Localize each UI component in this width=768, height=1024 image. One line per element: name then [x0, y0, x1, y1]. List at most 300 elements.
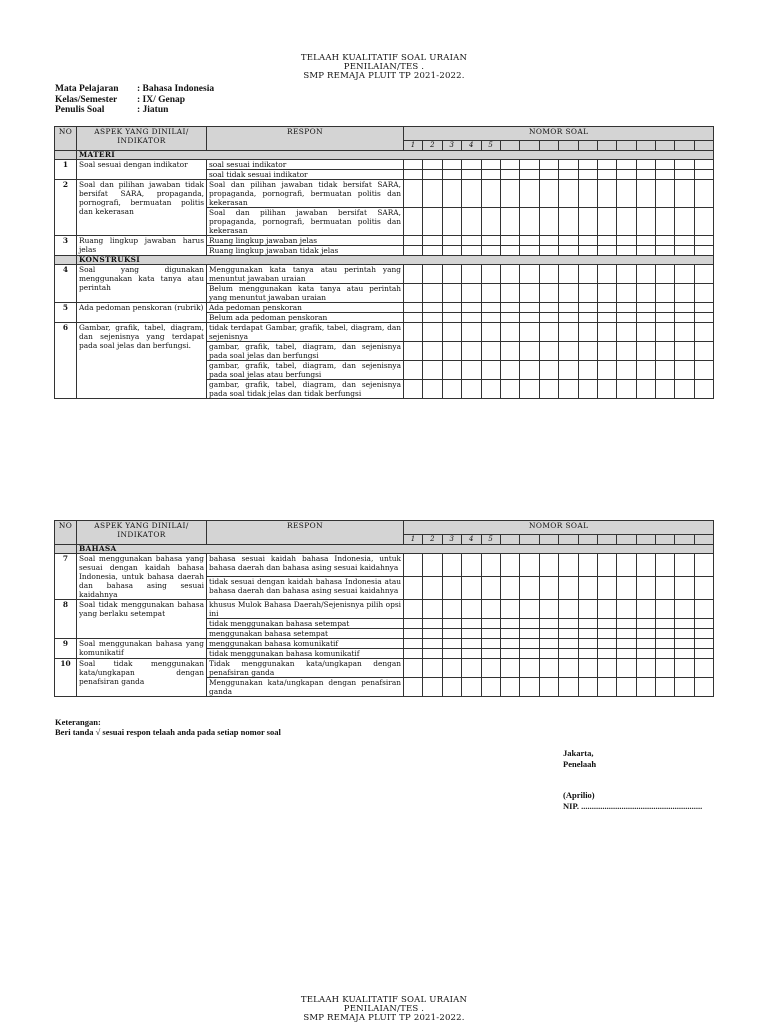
check-cell[interactable] — [442, 313, 461, 323]
check-cell[interactable] — [617, 639, 636, 649]
check-cell[interactable] — [539, 265, 558, 284]
check-cell[interactable] — [481, 649, 500, 659]
check-cell[interactable] — [617, 236, 636, 246]
check-cell[interactable] — [520, 342, 539, 361]
check-cell[interactable] — [500, 246, 519, 256]
check-cell[interactable] — [578, 170, 597, 180]
check-cell[interactable] — [617, 380, 636, 399]
check-cell[interactable] — [539, 678, 558, 697]
check-cell[interactable] — [694, 303, 714, 313]
check-cell[interactable] — [656, 180, 675, 208]
check-cell[interactable] — [559, 678, 578, 697]
check-cell[interactable] — [462, 554, 481, 577]
check-cell[interactable] — [423, 265, 442, 284]
check-cell[interactable] — [423, 246, 442, 256]
check-cell[interactable] — [636, 577, 655, 600]
check-cell[interactable] — [481, 303, 500, 313]
check-cell[interactable] — [423, 323, 442, 342]
check-cell[interactable] — [462, 342, 481, 361]
check-cell[interactable] — [656, 649, 675, 659]
check-cell[interactable] — [675, 170, 694, 180]
check-cell[interactable] — [539, 649, 558, 659]
check-cell[interactable] — [656, 554, 675, 577]
check-cell[interactable] — [404, 678, 423, 697]
check-cell[interactable] — [578, 380, 597, 399]
check-cell[interactable] — [462, 284, 481, 303]
check-cell[interactable] — [520, 208, 539, 236]
check-cell[interactable] — [656, 313, 675, 323]
check-cell[interactable] — [442, 639, 461, 649]
check-cell[interactable] — [656, 600, 675, 619]
check-cell[interactable] — [636, 265, 655, 284]
check-cell[interactable] — [481, 236, 500, 246]
check-cell[interactable] — [462, 619, 481, 629]
check-cell[interactable] — [404, 342, 423, 361]
check-cell[interactable] — [636, 659, 655, 678]
check-cell[interactable] — [520, 659, 539, 678]
check-cell[interactable] — [675, 313, 694, 323]
check-cell[interactable] — [694, 170, 714, 180]
check-cell[interactable] — [404, 380, 423, 399]
check-cell[interactable] — [520, 577, 539, 600]
check-cell[interactable] — [597, 160, 616, 170]
check-cell[interactable] — [442, 284, 461, 303]
check-cell[interactable] — [539, 361, 558, 380]
check-cell[interactable] — [442, 554, 461, 577]
check-cell[interactable] — [500, 619, 519, 629]
check-cell[interactable] — [539, 380, 558, 399]
check-cell[interactable] — [656, 265, 675, 284]
check-cell[interactable] — [423, 303, 442, 313]
check-cell[interactable] — [559, 208, 578, 236]
check-cell[interactable] — [597, 649, 616, 659]
check-cell[interactable] — [675, 323, 694, 342]
check-cell[interactable] — [675, 180, 694, 208]
check-cell[interactable] — [404, 619, 423, 629]
check-cell[interactable] — [539, 629, 558, 639]
check-cell[interactable] — [423, 678, 442, 697]
check-cell[interactable] — [500, 629, 519, 639]
check-cell[interactable] — [481, 265, 500, 284]
check-cell[interactable] — [462, 678, 481, 697]
check-cell[interactable] — [404, 208, 423, 236]
check-cell[interactable] — [481, 678, 500, 697]
check-cell[interactable] — [481, 577, 500, 600]
check-cell[interactable] — [500, 265, 519, 284]
check-cell[interactable] — [559, 600, 578, 619]
check-cell[interactable] — [539, 619, 558, 629]
check-cell[interactable] — [442, 380, 461, 399]
check-cell[interactable] — [656, 678, 675, 697]
check-cell[interactable] — [578, 313, 597, 323]
check-cell[interactable] — [423, 600, 442, 619]
check-cell[interactable] — [694, 160, 714, 170]
check-cell[interactable] — [559, 323, 578, 342]
check-cell[interactable] — [656, 246, 675, 256]
check-cell[interactable] — [617, 303, 636, 313]
check-cell[interactable] — [675, 160, 694, 170]
check-cell[interactable] — [675, 659, 694, 678]
check-cell[interactable] — [539, 577, 558, 600]
check-cell[interactable] — [656, 160, 675, 170]
check-cell[interactable] — [636, 649, 655, 659]
check-cell[interactable] — [481, 246, 500, 256]
check-cell[interactable] — [636, 313, 655, 323]
check-cell[interactable] — [404, 170, 423, 180]
check-cell[interactable] — [423, 380, 442, 399]
check-cell[interactable] — [423, 629, 442, 639]
check-cell[interactable] — [500, 678, 519, 697]
check-cell[interactable] — [559, 554, 578, 577]
check-cell[interactable] — [675, 629, 694, 639]
check-cell[interactable] — [597, 170, 616, 180]
check-cell[interactable] — [597, 303, 616, 313]
check-cell[interactable] — [442, 160, 461, 170]
check-cell[interactable] — [656, 170, 675, 180]
check-cell[interactable] — [617, 600, 636, 619]
check-cell[interactable] — [442, 246, 461, 256]
check-cell[interactable] — [675, 554, 694, 577]
check-cell[interactable] — [500, 342, 519, 361]
check-cell[interactable] — [539, 600, 558, 619]
check-cell[interactable] — [694, 659, 714, 678]
check-cell[interactable] — [442, 361, 461, 380]
check-cell[interactable] — [520, 629, 539, 639]
check-cell[interactable] — [636, 678, 655, 697]
check-cell[interactable] — [578, 577, 597, 600]
check-cell[interactable] — [539, 342, 558, 361]
check-cell[interactable] — [636, 619, 655, 629]
check-cell[interactable] — [675, 246, 694, 256]
check-cell[interactable] — [539, 180, 558, 208]
check-cell[interactable] — [500, 639, 519, 649]
check-cell[interactable] — [462, 303, 481, 313]
check-cell[interactable] — [656, 639, 675, 649]
check-cell[interactable] — [500, 284, 519, 303]
check-cell[interactable] — [404, 313, 423, 323]
check-cell[interactable] — [500, 208, 519, 236]
check-cell[interactable] — [404, 265, 423, 284]
check-cell[interactable] — [462, 380, 481, 399]
check-cell[interactable] — [578, 678, 597, 697]
check-cell[interactable] — [442, 208, 461, 236]
check-cell[interactable] — [500, 303, 519, 313]
check-cell[interactable] — [423, 659, 442, 678]
check-cell[interactable] — [597, 380, 616, 399]
check-cell[interactable] — [656, 208, 675, 236]
check-cell[interactable] — [442, 180, 461, 208]
check-cell[interactable] — [404, 554, 423, 577]
check-cell[interactable] — [404, 600, 423, 619]
check-cell[interactable] — [578, 342, 597, 361]
check-cell[interactable] — [462, 170, 481, 180]
check-cell[interactable] — [404, 236, 423, 246]
check-cell[interactable] — [423, 170, 442, 180]
check-cell[interactable] — [500, 160, 519, 170]
check-cell[interactable] — [520, 600, 539, 619]
check-cell[interactable] — [656, 577, 675, 600]
check-cell[interactable] — [423, 284, 442, 303]
check-cell[interactable] — [539, 284, 558, 303]
check-cell[interactable] — [597, 361, 616, 380]
check-cell[interactable] — [481, 600, 500, 619]
check-cell[interactable] — [539, 170, 558, 180]
check-cell[interactable] — [404, 577, 423, 600]
check-cell[interactable] — [539, 659, 558, 678]
check-cell[interactable] — [404, 323, 423, 342]
check-cell[interactable] — [675, 619, 694, 629]
check-cell[interactable] — [597, 342, 616, 361]
check-cell[interactable] — [656, 323, 675, 342]
check-cell[interactable] — [404, 180, 423, 208]
check-cell[interactable] — [423, 649, 442, 659]
check-cell[interactable] — [520, 554, 539, 577]
check-cell[interactable] — [675, 265, 694, 284]
check-cell[interactable] — [462, 659, 481, 678]
check-cell[interactable] — [656, 380, 675, 399]
check-cell[interactable] — [404, 160, 423, 170]
check-cell[interactable] — [500, 554, 519, 577]
check-cell[interactable] — [694, 380, 714, 399]
check-cell[interactable] — [559, 265, 578, 284]
check-cell[interactable] — [694, 323, 714, 342]
check-cell[interactable] — [423, 160, 442, 170]
check-cell[interactable] — [617, 342, 636, 361]
check-cell[interactable] — [694, 678, 714, 697]
check-cell[interactable] — [462, 265, 481, 284]
check-cell[interactable] — [578, 265, 597, 284]
check-cell[interactable] — [462, 649, 481, 659]
check-cell[interactable] — [578, 554, 597, 577]
check-cell[interactable] — [520, 246, 539, 256]
check-cell[interactable] — [694, 600, 714, 619]
check-cell[interactable] — [578, 639, 597, 649]
check-cell[interactable] — [675, 284, 694, 303]
check-cell[interactable] — [481, 380, 500, 399]
check-cell[interactable] — [500, 180, 519, 208]
check-cell[interactable] — [559, 170, 578, 180]
check-cell[interactable] — [559, 639, 578, 649]
check-cell[interactable] — [597, 600, 616, 619]
check-cell[interactable] — [694, 236, 714, 246]
check-cell[interactable] — [694, 649, 714, 659]
check-cell[interactable] — [578, 649, 597, 659]
check-cell[interactable] — [694, 284, 714, 303]
check-cell[interactable] — [404, 246, 423, 256]
check-cell[interactable] — [578, 323, 597, 342]
check-cell[interactable] — [597, 180, 616, 208]
check-cell[interactable] — [500, 600, 519, 619]
check-cell[interactable] — [462, 629, 481, 639]
check-cell[interactable] — [520, 313, 539, 323]
check-cell[interactable] — [617, 619, 636, 629]
check-cell[interactable] — [462, 208, 481, 236]
check-cell[interactable] — [539, 639, 558, 649]
check-cell[interactable] — [675, 303, 694, 313]
check-cell[interactable] — [578, 284, 597, 303]
check-cell[interactable] — [578, 303, 597, 313]
check-cell[interactable] — [636, 170, 655, 180]
check-cell[interactable] — [597, 284, 616, 303]
check-cell[interactable] — [462, 160, 481, 170]
check-cell[interactable] — [656, 342, 675, 361]
check-cell[interactable] — [423, 180, 442, 208]
check-cell[interactable] — [675, 380, 694, 399]
check-cell[interactable] — [462, 323, 481, 342]
check-cell[interactable] — [423, 313, 442, 323]
check-cell[interactable] — [520, 361, 539, 380]
check-cell[interactable] — [694, 577, 714, 600]
check-cell[interactable] — [636, 629, 655, 639]
check-cell[interactable] — [481, 639, 500, 649]
check-cell[interactable] — [481, 361, 500, 380]
check-cell[interactable] — [559, 160, 578, 170]
check-cell[interactable] — [636, 554, 655, 577]
check-cell[interactable] — [481, 208, 500, 236]
check-cell[interactable] — [442, 619, 461, 629]
check-cell[interactable] — [597, 678, 616, 697]
check-cell[interactable] — [559, 236, 578, 246]
check-cell[interactable] — [442, 236, 461, 246]
check-cell[interactable] — [442, 659, 461, 678]
check-cell[interactable] — [442, 678, 461, 697]
check-cell[interactable] — [404, 639, 423, 649]
check-cell[interactable] — [597, 323, 616, 342]
check-cell[interactable] — [442, 649, 461, 659]
check-cell[interactable] — [656, 659, 675, 678]
check-cell[interactable] — [442, 342, 461, 361]
check-cell[interactable] — [520, 323, 539, 342]
check-cell[interactable] — [617, 313, 636, 323]
check-cell[interactable] — [559, 629, 578, 639]
check-cell[interactable] — [617, 160, 636, 170]
check-cell[interactable] — [423, 236, 442, 246]
check-cell[interactable] — [462, 361, 481, 380]
check-cell[interactable] — [462, 577, 481, 600]
check-cell[interactable] — [675, 342, 694, 361]
check-cell[interactable] — [617, 554, 636, 577]
check-cell[interactable] — [578, 600, 597, 619]
check-cell[interactable] — [578, 361, 597, 380]
check-cell[interactable] — [636, 303, 655, 313]
check-cell[interactable] — [423, 554, 442, 577]
check-cell[interactable] — [694, 554, 714, 577]
check-cell[interactable] — [559, 649, 578, 659]
check-cell[interactable] — [597, 246, 616, 256]
check-cell[interactable] — [462, 180, 481, 208]
check-cell[interactable] — [675, 600, 694, 619]
check-cell[interactable] — [578, 246, 597, 256]
check-cell[interactable] — [617, 246, 636, 256]
check-cell[interactable] — [597, 236, 616, 246]
check-cell[interactable] — [481, 313, 500, 323]
check-cell[interactable] — [675, 678, 694, 697]
check-cell[interactable] — [578, 180, 597, 208]
check-cell[interactable] — [520, 380, 539, 399]
check-cell[interactable] — [559, 180, 578, 208]
check-cell[interactable] — [675, 649, 694, 659]
check-cell[interactable] — [462, 313, 481, 323]
check-cell[interactable] — [636, 323, 655, 342]
check-cell[interactable] — [481, 554, 500, 577]
check-cell[interactable] — [481, 284, 500, 303]
check-cell[interactable] — [520, 160, 539, 170]
check-cell[interactable] — [617, 170, 636, 180]
check-cell[interactable] — [559, 361, 578, 380]
check-cell[interactable] — [675, 639, 694, 649]
check-cell[interactable] — [539, 208, 558, 236]
check-cell[interactable] — [656, 619, 675, 629]
check-cell[interactable] — [559, 313, 578, 323]
check-cell[interactable] — [636, 246, 655, 256]
check-cell[interactable] — [500, 313, 519, 323]
check-cell[interactable] — [617, 208, 636, 236]
check-cell[interactable] — [559, 246, 578, 256]
check-cell[interactable] — [500, 649, 519, 659]
check-cell[interactable] — [559, 284, 578, 303]
check-cell[interactable] — [617, 678, 636, 697]
check-cell[interactable] — [539, 160, 558, 170]
check-cell[interactable] — [597, 577, 616, 600]
check-cell[interactable] — [442, 170, 461, 180]
check-cell[interactable] — [462, 600, 481, 619]
check-cell[interactable] — [442, 323, 461, 342]
check-cell[interactable] — [617, 629, 636, 639]
check-cell[interactable] — [481, 629, 500, 639]
check-cell[interactable] — [636, 639, 655, 649]
check-cell[interactable] — [500, 380, 519, 399]
check-cell[interactable] — [636, 342, 655, 361]
check-cell[interactable] — [694, 180, 714, 208]
check-cell[interactable] — [500, 361, 519, 380]
check-cell[interactable] — [597, 639, 616, 649]
check-cell[interactable] — [539, 303, 558, 313]
check-cell[interactable] — [694, 629, 714, 639]
check-cell[interactable] — [636, 284, 655, 303]
check-cell[interactable] — [694, 361, 714, 380]
check-cell[interactable] — [500, 659, 519, 678]
check-cell[interactable] — [539, 246, 558, 256]
check-cell[interactable] — [520, 170, 539, 180]
check-cell[interactable] — [520, 265, 539, 284]
check-cell[interactable] — [559, 342, 578, 361]
check-cell[interactable] — [578, 208, 597, 236]
check-cell[interactable] — [442, 600, 461, 619]
check-cell[interactable] — [656, 284, 675, 303]
check-cell[interactable] — [559, 577, 578, 600]
check-cell[interactable] — [597, 629, 616, 639]
check-cell[interactable] — [597, 313, 616, 323]
check-cell[interactable] — [481, 323, 500, 342]
check-cell[interactable] — [578, 160, 597, 170]
check-cell[interactable] — [694, 639, 714, 649]
check-cell[interactable] — [559, 303, 578, 313]
check-cell[interactable] — [500, 323, 519, 342]
check-cell[interactable] — [656, 303, 675, 313]
check-cell[interactable] — [617, 284, 636, 303]
check-cell[interactable] — [675, 208, 694, 236]
check-cell[interactable] — [675, 361, 694, 380]
check-cell[interactable] — [636, 380, 655, 399]
check-cell[interactable] — [500, 236, 519, 246]
check-cell[interactable] — [404, 629, 423, 639]
check-cell[interactable] — [481, 342, 500, 361]
check-cell[interactable] — [481, 170, 500, 180]
check-cell[interactable] — [539, 554, 558, 577]
check-cell[interactable] — [520, 678, 539, 697]
check-cell[interactable] — [481, 160, 500, 170]
check-cell[interactable] — [578, 659, 597, 678]
